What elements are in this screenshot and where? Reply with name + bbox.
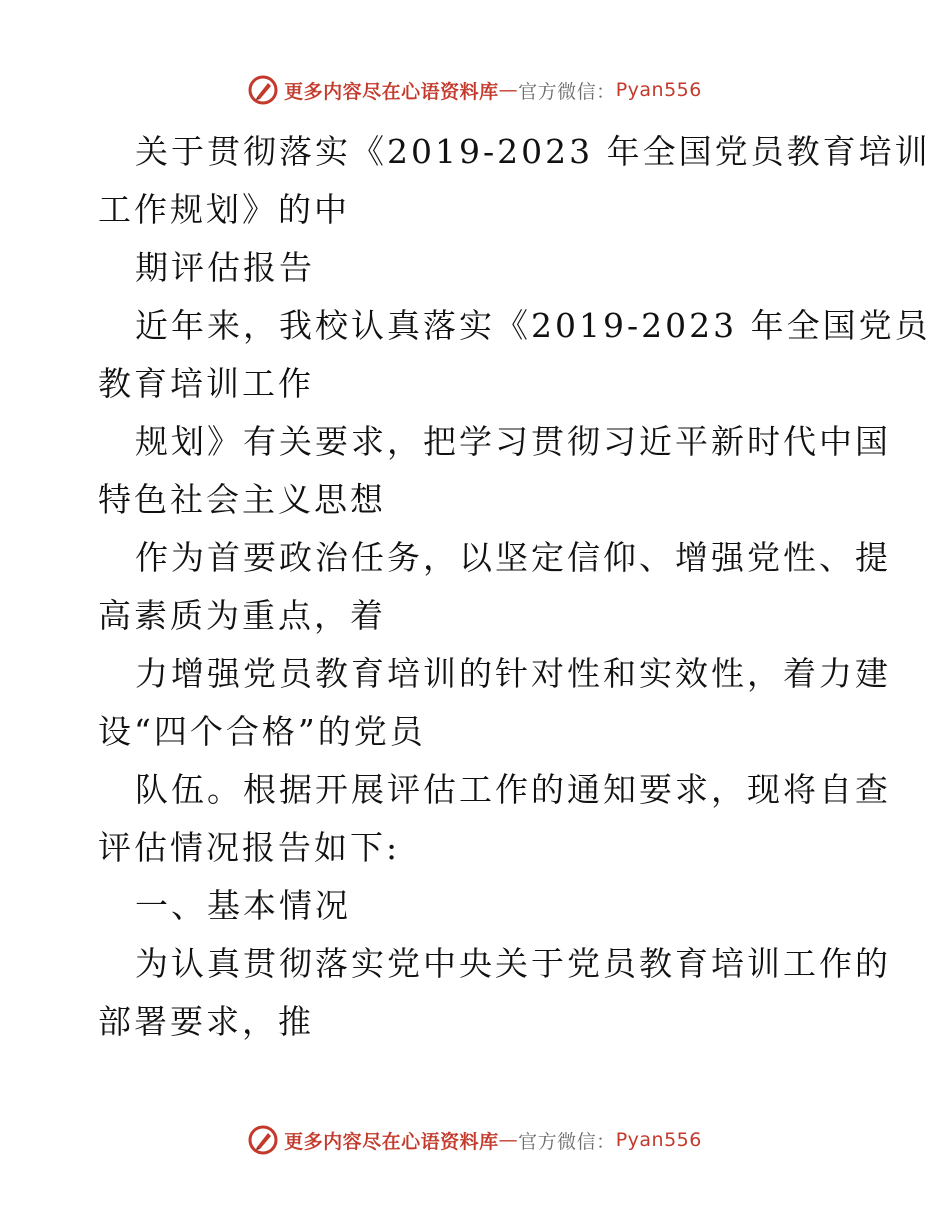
watermark-brand: 更多内容尽在心语资料库 — [284, 1130, 499, 1153]
doc-line: 工作规划》的中 — [98, 190, 350, 229]
watermark-brand: 更多内容尽在心语资料库 — [284, 80, 499, 103]
document-body — [98, 123, 931, 1051]
doc-line: 设“四个合格”的党员 — [98, 712, 426, 751]
doc-line: 部署要求，推 — [98, 1002, 314, 1041]
doc-line: 规划》有关要求，把学习贯彻习近平新时代中国 — [135, 422, 891, 461]
pen-logo-icon — [248, 1125, 278, 1155]
doc-line: 队伍。根据开展评估工作的通知要求，现将自查 — [135, 770, 891, 809]
watermark-wechat-id: Pyan556 — [615, 79, 702, 101]
watermark-official: 官方微信： — [518, 1130, 616, 1153]
doc-line: 教育培训工作 — [98, 364, 314, 403]
footer-watermark — [0, 1120, 950, 1160]
doc-line: 评估情况报告如下: — [98, 828, 401, 867]
doc-line: 高素质为重点，着 — [98, 596, 386, 635]
watermark-wechat-id: Pyan556 — [615, 1129, 702, 1151]
doc-line: 作为首要政治任务，以坚定信仰、增强党性、提 — [135, 538, 891, 577]
doc-line: 关于贯彻落实《2019-2023 年全国党员教育培训 — [135, 132, 931, 171]
watermark-dash: — — [498, 1129, 519, 1151]
watermark-official: 官方微信： — [518, 80, 616, 103]
watermark-text — [284, 1127, 702, 1154]
doc-line: 力增强党员教育培训的针对性和实效性，着力建 — [135, 654, 891, 693]
watermark-dash: — — [498, 79, 519, 101]
header-watermark — [0, 70, 950, 110]
doc-line: 特色社会主义思想 — [98, 480, 386, 519]
doc-line: 为认真贯彻落实党中央关于党员教育培训工作的 — [135, 944, 891, 983]
doc-line: 近年来，我校认真落实《2019-2023 年全国党员 — [135, 306, 931, 345]
pen-logo-icon — [248, 75, 278, 105]
watermark-text — [284, 77, 702, 104]
section-heading: 一、基本情况 — [135, 886, 351, 925]
doc-line: 期评估报告 — [135, 248, 315, 287]
